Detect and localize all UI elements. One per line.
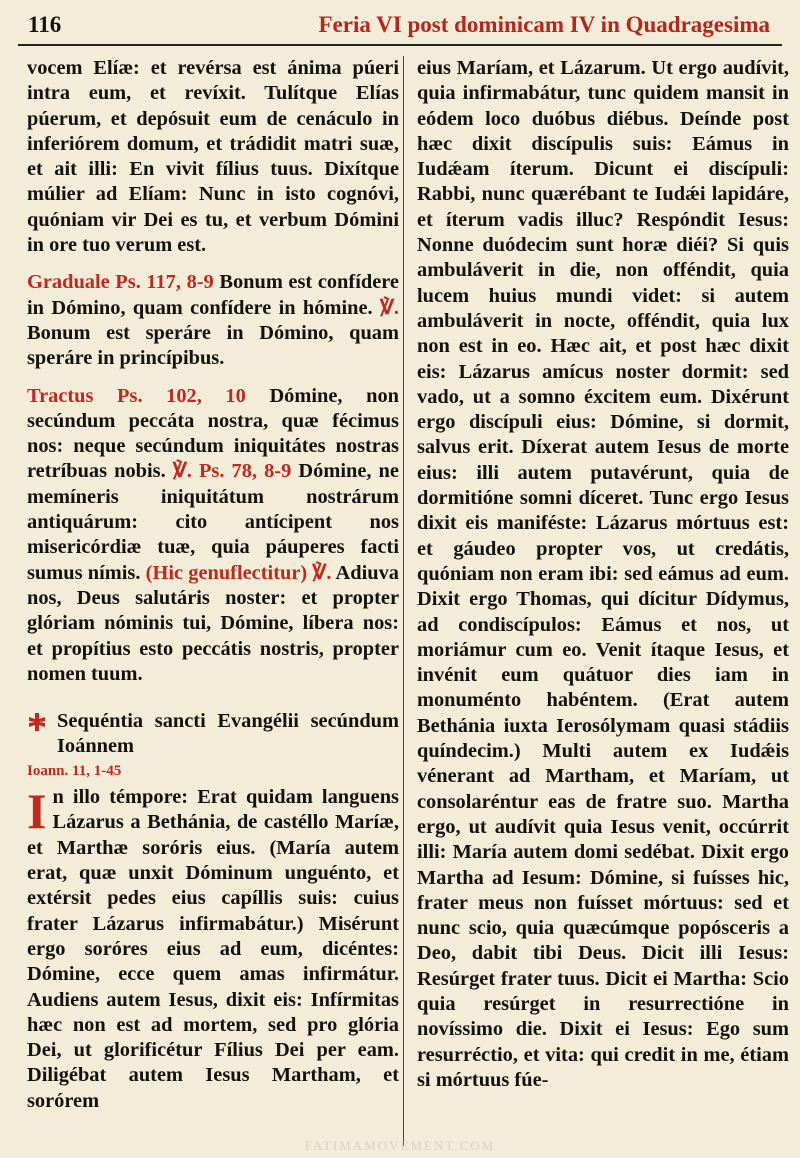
graduale-paragraph: [27, 270, 399, 371]
tractus-paragraph: [27, 384, 399, 688]
cross-icon: [27, 712, 47, 732]
page-number: 116: [28, 12, 62, 37]
versicle-icon: ℣.: [379, 296, 399, 319]
watermark: FATIMAMOVEMENT.COM: [304, 1138, 496, 1153]
tractus-text-3: Adiuva nos, Deus salutáris noster: et propter glóriam nóminis tui, Dómine, líbera nos: et propítius esto peccátis nostris, propter nomen tuum.: [27, 561, 399, 685]
running-title: Feria VI post dominicam IV in Quadragesima: [318, 12, 770, 37]
right-column: [417, 56, 789, 1093]
versicle-icon: ℣.: [172, 460, 192, 483]
drop-cap: I: [27, 783, 47, 840]
graduale-text-2: Bonum est speráre in Dómino, quam speráre in princípibus.: [27, 321, 399, 370]
tractus-label: Tractus Ps. 102, 10: [27, 384, 246, 407]
gospel-text: [27, 785, 399, 1114]
tractus-reference-2: Ps. 78, 8-9: [198, 460, 292, 483]
gospel-reference: Ioann. 11, 1-45: [27, 763, 122, 780]
genuflect-rubric: (Hic genuflectitur): [145, 561, 308, 584]
graduale-label: Graduale Ps. 117, 8-9: [27, 271, 214, 294]
left-column: [27, 56, 399, 1114]
gospel-continuation: eius Maríam, et Lázarum. Ut ergo audívit, quia infirmabátur, tunc quidem mansit in eódem loco duóbus diébus. Deínde post hæc dixit discípulis suis: Eámus in Iudǽam íterum. Dicunt ei discípuli: Rabbi, nunc quærébant te Iudǽi lapidáre, et íterum vadis illuc? Respóndit Iesus: Nonne duódecim sunt horæ diéi? Si quis ambuláverit in die, non offéndit, quia lucem huius mundi videt: si autem ambuláverit in nocte, offéndit, quia lux non est in eo. Hæc ait, et post hæc dixit eis: Lázarus amícus noster dormit: sed vado, ut a somno éxcitem eum. Dixérunt ergo discípuli eius: Dómine, si dormit, salvus erit. Díxerat autem Iesus de morte eius: illi autem putavérunt, quia de dormitióne somni díceret. Tunc ergo Iesus dixit eis maniféste: Lázarus mórtuus est: et gáudeo propter vos, ut credátis, quóniam non eram ibi: sed eámus ad eum. Dixit ergo Thomas, qui dícitur Dídymus, ad condiscípulos: Eámus et nos, ut moriámur cum eo. Venit ítaque Iesus, et invénit eum quátuor dies iam in monuménto habéntem. (Erat autem Bethánia iuxta Ierosólymam quasi stádiis quíndecim.) Multi autem ex Iudǽis vénerant ad Martham, et Maríam, ut consolaréntur eas de fratre suo. Martha ergo, ut audívit quia Iesus venit, occúrrit illi: María autem domi sedébat. Dixit ergo Martha ad Iesum: Dómine, si fuísses hic, frater meus non fuísset mórtuus: sed et nunc scio, quia quæcúmque popósceris a Deo, dabit tibi Deus. Dicit illi Iesus: Resúrget frater tuus. Dicit ei Martha: Scio quia resúrget in resurrectióne in novíssimo die. Dixit ei Iesus: Ego sum resurréctio, et vita: qui credit in me, étiam si mórtuus fúe-: [417, 57, 789, 1091]
gospel-title: Sequéntia sancti Evangélii secúndum Ioánnem: [57, 710, 399, 758]
graduale-text-1: Bonum est confídere in Dómino, quam confídere in hómine.: [27, 271, 399, 319]
gospel-text-body: n illo témpore: Erat quidam languens Lázarus a Bethánia, de castéllo Maríæ, et Marthæ soróris eius. (María autem erat, quæ unxit Dóminum unguénto, et extérsit pedes eius capíllis suis: cuius frater Lázarus infirmabátur.) Misérunt ergo soróres eius ad eum, dicéntes: Dómine, ecce quem amas infirmátur. Audiens autem Iesus, dixit eis: Infírmitas hæc non est ad mortem, sed pro glória Dei, ut glorificétur Fílius Dei per eam. Diligébat autem Iesus Martham, et sorórem: [27, 786, 399, 1112]
gospel-heading: [27, 709, 399, 759]
page-header: [18, 8, 782, 46]
tractus-text-1: Dómine, non secúndum peccáta nostra, quæ fécimus nos: neque secúndum iniquitátes nostras retríbuas nobis.: [27, 384, 399, 483]
tractus-text-2: Dómine, ne memíneris iniquitátum nostrárum antiquárum: cito antícipent nos misericórdiæ tuæ, quia páuperes facti sumus nímis.: [27, 460, 399, 584]
column-divider: [403, 56, 404, 1146]
versicle-icon: ℣.: [312, 561, 332, 584]
reading-conclusion: vocem Elíæ: et revérsa est ánima púeri intra eum, et revíxit. Tulítque Elías púerum, et depósuit eum de cenáculo in inferiórem domum, et trádidit matri suæ, et ait illi: En vivit fílius tuus. Dixítque múlier ad Elíam: Nunc in isto cognóvi, quóniam vir Dei es tu, et verbum Dómini in ore tuo verum est.: [27, 57, 399, 257]
